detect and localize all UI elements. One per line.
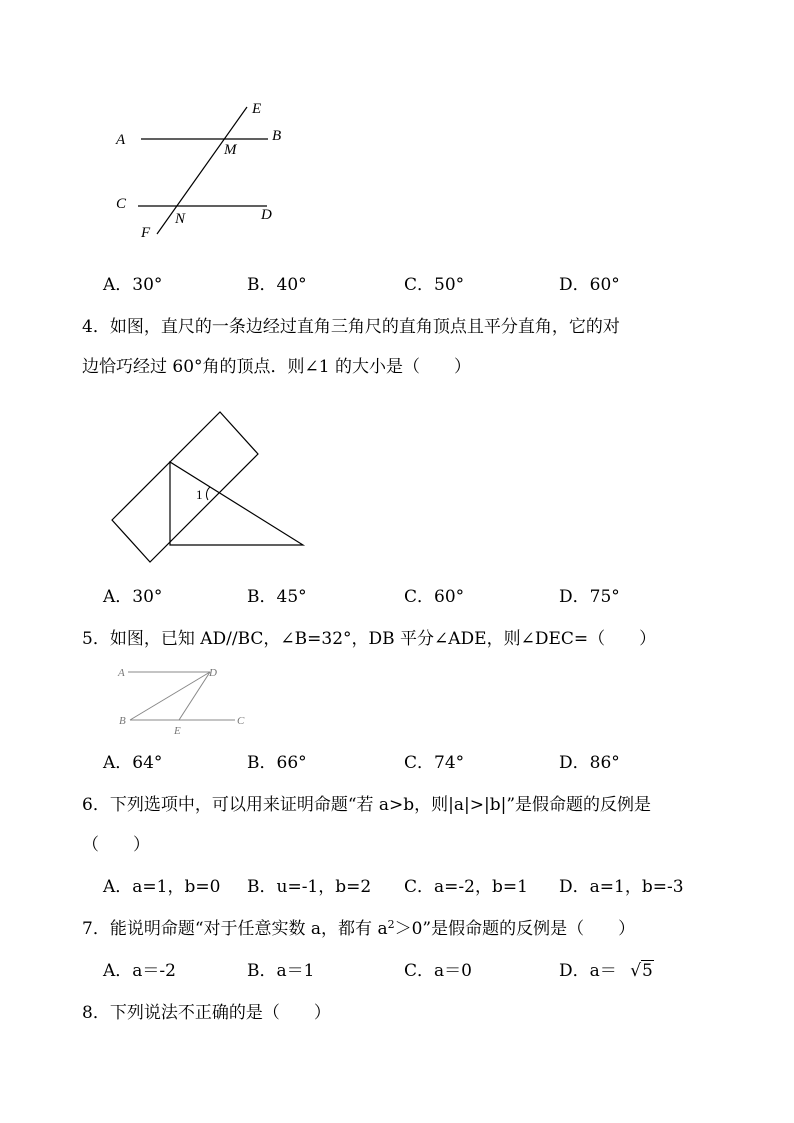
q8-stem-line1: 8．下列说法不正确的是（ ）: [82, 1003, 331, 1023]
ruler: [112, 412, 258, 562]
line-de: [179, 672, 210, 720]
label-c: C: [116, 196, 127, 212]
option-value: 30°: [132, 587, 163, 607]
sqrt-symbol: √: [630, 961, 642, 981]
option-letter: B．: [247, 753, 277, 773]
label-n: N: [175, 211, 186, 227]
q3-option-d[interactable]: [559, 274, 620, 296]
option-value: a=1，b=0: [132, 877, 221, 897]
option-letter: B．: [247, 275, 277, 295]
q7-stem-pre: 7．能说明命题“对于任意实数 a，都有 a: [82, 919, 388, 939]
sqrt-radicand: 5: [642, 961, 653, 981]
q4-figure: [110, 408, 310, 578]
option-value: 86°: [589, 753, 620, 773]
q5-stem-line1: 5．如图，已知 AD//BC，∠B=32°，DB 平分∠ADE，则∠DEC=（ ）: [82, 629, 657, 649]
q4-option-d[interactable]: [559, 586, 620, 608]
option-letter: C．: [404, 753, 435, 773]
q7-stem-line1: [82, 918, 635, 940]
option-value: 75°: [589, 587, 620, 607]
option-value: 64°: [132, 753, 163, 773]
option-letter: D．: [559, 587, 590, 607]
label-d: D: [209, 667, 217, 679]
q6-stem-line1: 6．下列选项中，可以用来证明命题“若 a>b，则|a|>|b|”是假命题的反例是: [82, 795, 652, 815]
option-value: 60°: [589, 275, 620, 295]
option-letter: B．: [247, 877, 277, 897]
q7-exponent: 2: [387, 918, 395, 931]
q5-figure: [112, 662, 252, 737]
set-square: [170, 462, 303, 545]
option-letter: A．: [103, 961, 133, 981]
q7-option-c[interactable]: [404, 960, 472, 982]
option-letter: A．: [103, 275, 133, 295]
angle-1-arc: [206, 487, 210, 500]
option-letter: B．: [247, 587, 277, 607]
q3-figure: [110, 95, 310, 245]
option-letter: A．: [103, 753, 133, 773]
label-m: M: [224, 142, 237, 158]
option-value: a=-2，b=1: [434, 877, 528, 897]
q3-option-b[interactable]: [247, 274, 307, 296]
option-value: a＝1: [276, 961, 315, 981]
option-value: 74°: [434, 753, 465, 773]
option-letter: A．: [103, 877, 133, 897]
option-value: a＝0: [434, 961, 472, 981]
option-letter: D．: [559, 877, 590, 897]
q7-option-a[interactable]: [103, 960, 176, 982]
q6-option-a[interactable]: [103, 876, 220, 898]
option-value: 60°: [434, 587, 465, 607]
q3-option-c[interactable]: [404, 274, 464, 296]
option-value: a＝: [589, 961, 617, 981]
q5-option-c[interactable]: [404, 752, 464, 774]
label-a: A: [118, 667, 125, 679]
label-d: D: [261, 207, 272, 223]
line-ef: [157, 107, 247, 234]
option-value: u=-1，b=2: [276, 877, 372, 897]
q5-option-a[interactable]: [103, 752, 162, 774]
q7-option-b[interactable]: [247, 960, 314, 982]
option-value: 50°: [434, 275, 465, 295]
option-value: 66°: [276, 753, 307, 773]
option-letter: C．: [404, 961, 435, 981]
q6-option-c[interactable]: [404, 876, 528, 898]
option-letter: A．: [103, 587, 133, 607]
label-b: B: [272, 128, 282, 144]
q7-option-d[interactable]: [559, 960, 654, 982]
q6-stem-line2: （ ）: [82, 835, 150, 855]
q4-option-c[interactable]: [404, 586, 464, 608]
option-value: 40°: [276, 275, 307, 295]
q4-stem-line2: 边恰巧经过 60°角的顶点．则∠1 的大小是（ ）: [82, 357, 471, 377]
label-e: E: [174, 725, 181, 737]
label-c: C: [237, 715, 245, 727]
q4-option-b[interactable]: [247, 586, 307, 608]
sqrt-expression: [630, 960, 654, 982]
q7-stem-post: ＞0”是假命题的反例是（ ）: [394, 919, 636, 939]
option-letter: B．: [247, 961, 277, 981]
q4-option-a[interactable]: [103, 586, 162, 608]
q5-option-d[interactable]: [559, 752, 620, 774]
option-letter: C．: [404, 587, 435, 607]
line-db: [130, 672, 210, 720]
option-letter: D．: [559, 961, 590, 981]
option-letter: D．: [559, 275, 590, 295]
option-letter: C．: [404, 877, 435, 897]
option-value: a＝-2: [132, 961, 176, 981]
q3-option-a[interactable]: [103, 274, 162, 296]
label-e: E: [252, 101, 262, 117]
q4-stem-line1: 4．如图，直尺的一条边经过直角三角尺的直角顶点且平分直角，它的对: [82, 317, 620, 337]
q6-option-b[interactable]: [247, 876, 371, 898]
option-letter: C．: [404, 275, 435, 295]
option-value: a=1，b=-3: [589, 877, 684, 897]
q5-option-b[interactable]: [247, 752, 307, 774]
label-f: F: [141, 225, 151, 241]
label-b: B: [119, 715, 126, 727]
label-a: A: [116, 132, 126, 148]
q6-option-d[interactable]: [559, 876, 684, 898]
option-value: 45°: [276, 587, 307, 607]
option-value: 30°: [132, 275, 163, 295]
option-letter: D．: [559, 753, 590, 773]
angle-1-label: 1: [196, 487, 203, 502]
